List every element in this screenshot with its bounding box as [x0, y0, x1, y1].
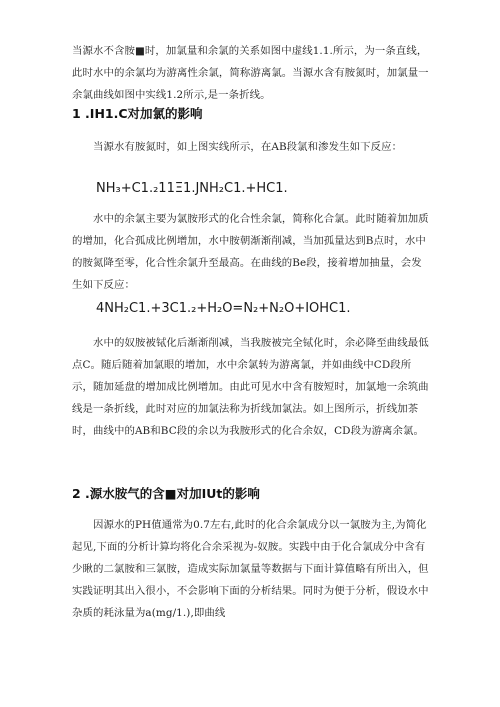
reaction-formula-1: NH₃+C1.₂11Ξ1.JNH₂C1.+HC1. [96, 181, 288, 196]
combined-chlorine-paragraph: 水中的余氯主要为氯胺形式的化合性余氯，简称化合氯。此时随着加加质的增加，化合孤成比例增加，水中胺朝渐渐削减，当加孤量达到B点时，水中的胺氮降至零，化合性余氯升至最高。在曲线的Be段，接着增加抽量，会发生如下反应： [72, 213, 429, 291]
reaction-intro-paragraph: 当源水有胺氮时，如上图实线所示，在AB段氯和渗发生如下反应： [93, 141, 403, 153]
intro-paragraph: 当源水不含胺■时，加氯量和余氯的关系如图中虚线1.1.所示，为一条直线，此时水中的余氯均为游离性余氯，简称游离氯。当源水含有胺氮时，加氯量一余氯曲线如图中实线1.2所示,是一条折线。 [72, 45, 429, 101]
ph-analysis-paragraph: 因源水的PH值通常为0.7左右,此时的化合余氯成分以一氯胺为主,为简化起见,下面的分析计算均将化合余采视为-奴胺。实践中由于化合氯成分中含有少瞅的二氯胺和三氯胺，造成实际加氯量等数据与下面计算值略有所出入，但实践证明其出入很小，不会影响下面的分析结果。同时为便于分析，假设水中杂质的耗泳量为a(mg/1.),即曲线 [72, 519, 429, 619]
reaction-formula-2: 4NH₂C1.+3C1.₂+H₂O=N₂+N₂O+IOHC1. [96, 301, 351, 316]
section-heading-1: 1 .IH1.C对加氯的影响 [72, 106, 203, 121]
breakpoint-paragraph: 水中的奴胺被铽化后渐渐削减，当我胺被完全铽化时，余必降至曲线最低点C。随后随着加氯眼的增加，水中余氯转为游离氯，并如曲线中CD段所示，随加延盘的增加成比例增加。由此可见水中含有胺短时，加氯地一余筑曲线是一条折线，此时对应的加氯法称为折线加氯法。如上图所示，折线加茶时，曲线中的AB和BC段的余以为我胺形式的化合余奴，CD段为游离余氯。 [72, 337, 429, 437]
section-heading-2: 2 .源水胺气的含■对加IUt的影响 [72, 486, 260, 501]
